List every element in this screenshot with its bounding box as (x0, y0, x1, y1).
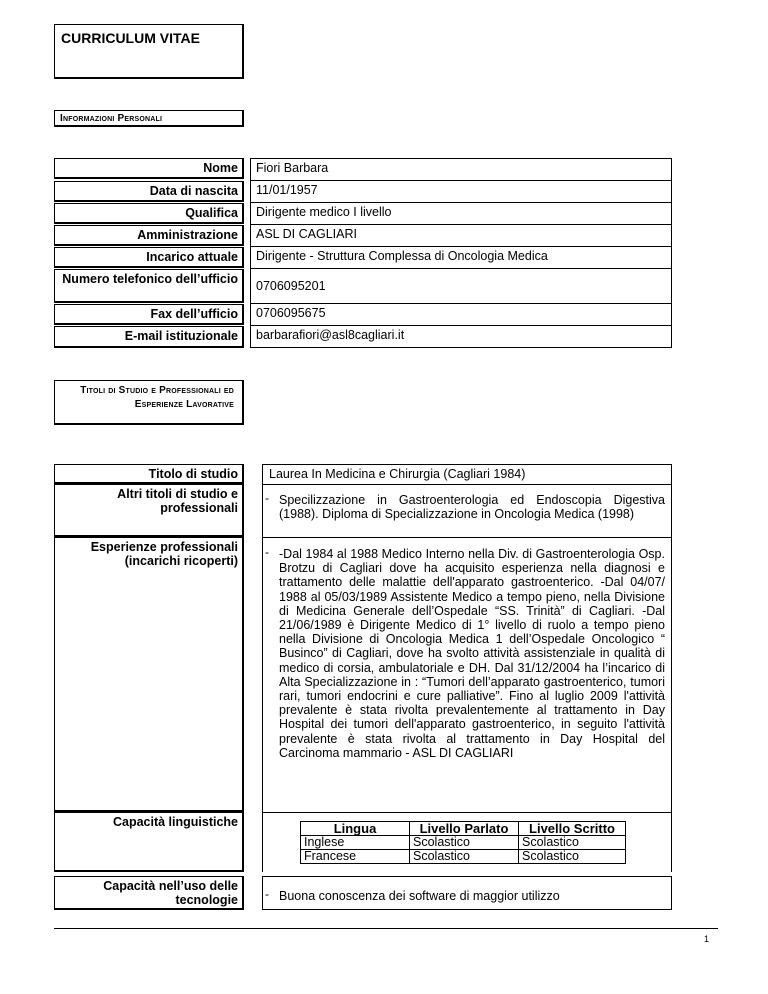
value-incarico-attuale: Dirigente - Struttura Complessa di Oncologia Medica (250, 246, 672, 268)
page-number: 1 (704, 934, 710, 944)
cell-parlato: Scolastico (410, 836, 519, 850)
label-titolo-studio: Titolo di studio (54, 464, 244, 484)
header-livello-scritto: Livello Scritto (519, 822, 626, 836)
label-amministrazione: Amministrazione (54, 225, 244, 246)
table-row (301, 850, 626, 864)
value-titolo-studio: Laurea In Medicina e Chirurgia (Cagliari 1984) (262, 464, 672, 484)
label-nome: Nome (54, 158, 244, 179)
value-data-nascita: 11/01/1957 (250, 180, 672, 202)
cell-scritto: Scolastico (519, 836, 626, 850)
footer-divider (54, 928, 718, 929)
cell-scritto: Scolastico (519, 850, 626, 864)
label-esperienze: Esperienze professionali (incarichi ricoperti) (54, 537, 244, 812)
value-nome: Fiori Barbara (250, 158, 672, 180)
value-fax: 0706095675 (250, 303, 672, 325)
cell-parlato: Scolastico (410, 850, 519, 864)
cv-title-box (54, 24, 244, 79)
label-tecnologie: Capacità nell’uso delle tecnologie (54, 876, 244, 910)
value-numero-telefonico: 0706095201 (250, 268, 672, 303)
value-altri-titoli: Specilizzazione in Gastroenterologia ed Endoscopia Digestiva (1988). Diploma di Specializzazione in Oncologia Medica (1998) (279, 493, 665, 522)
value-qualifica: Dirigente medico I livello (250, 202, 672, 224)
value-amministrazione: ASL DI CAGLIARI (250, 224, 672, 246)
bullet-dash: - (265, 491, 269, 505)
label-lingue: Capacità linguistiche (54, 812, 244, 872)
label-data-nascita: Data di nascita (54, 181, 244, 202)
bullet-dash: - (265, 545, 269, 559)
value-altri-titoli-cell (262, 484, 672, 537)
label-altri-titoli: Altri titoli di studio e professionali (54, 484, 244, 537)
cell-lingua: Francese (301, 850, 410, 864)
bullet-dash: - (265, 887, 269, 901)
header-lingua: Lingua (301, 822, 410, 836)
label-fax: Fax dell’ufficio (54, 304, 244, 325)
value-esperienze-cell (262, 537, 672, 812)
table-row (301, 836, 626, 850)
label-incarico-attuale: Incarico attuale (54, 247, 244, 268)
label-qualifica: Qualifica (54, 203, 244, 224)
page-title: CURRICULUM VITAE (61, 30, 200, 46)
value-tecnologie-cell (262, 876, 672, 910)
label-numero-telefonico: Numero telefonico dell’ufficio (54, 269, 244, 303)
language-table (300, 821, 626, 864)
section-titles-heading: Titoli di Studio e Professionali ed Esperienze Lavorative (54, 380, 244, 425)
value-tecnologie: Buona conoscenza dei software di maggior utilizzo (279, 889, 560, 903)
header-livello-parlato: Livello Parlato (410, 822, 519, 836)
section-personal-heading: Informazioni Personali (54, 110, 244, 127)
label-email: E-mail istituzionale (54, 326, 244, 348)
language-table-header (301, 822, 626, 836)
cell-lingua: Inglese (301, 836, 410, 850)
value-esperienze: -Dal 1984 al 1988 Medico Interno nella Div. di Gastroenterologia Osp. Brotzu di Cagliari dove ha acquisito esperienza nella diagnosi e trattamento delle malattie dell'apparato gastroenterico. -Dal 04/07/ 1988 al 05/03/1989 Assistente Medico a tempo pieno, nella Divisione di Medicina Generale dell’Ospedale “SS. Trinità” di Cagliari. -Dal 21/06/1989 è Dirigente Medico di 1° livello di ruolo a tempo pieno nella Divisione di Oncologia Medica 1 dell’Ospedale Oncologico “ Businco” di Cagliari, dove ha svolto attività assistenziale in qualità di medico di corsia, ambulatoriale e DH. Dal 31/12/2004 ha l’incarico di Alta Specializzazione in : “Tumori dell’apparato gastroenterico, tumori rari, tumori endocrini e cure palliative”. Fino al luglio 2009 l'attività prevalente è stata rivolta prevalentemente al trattamento in Day Hospital dei tumori dell'apparato gastroenterico, in seguito l'attività prevalente è stata rivolta al trattamento in Day Hospital del Carcinoma mammario - ASL DI CAGLIARI (279, 547, 665, 760)
value-email: barbarafiori@asl8cagliari.it (250, 325, 672, 348)
